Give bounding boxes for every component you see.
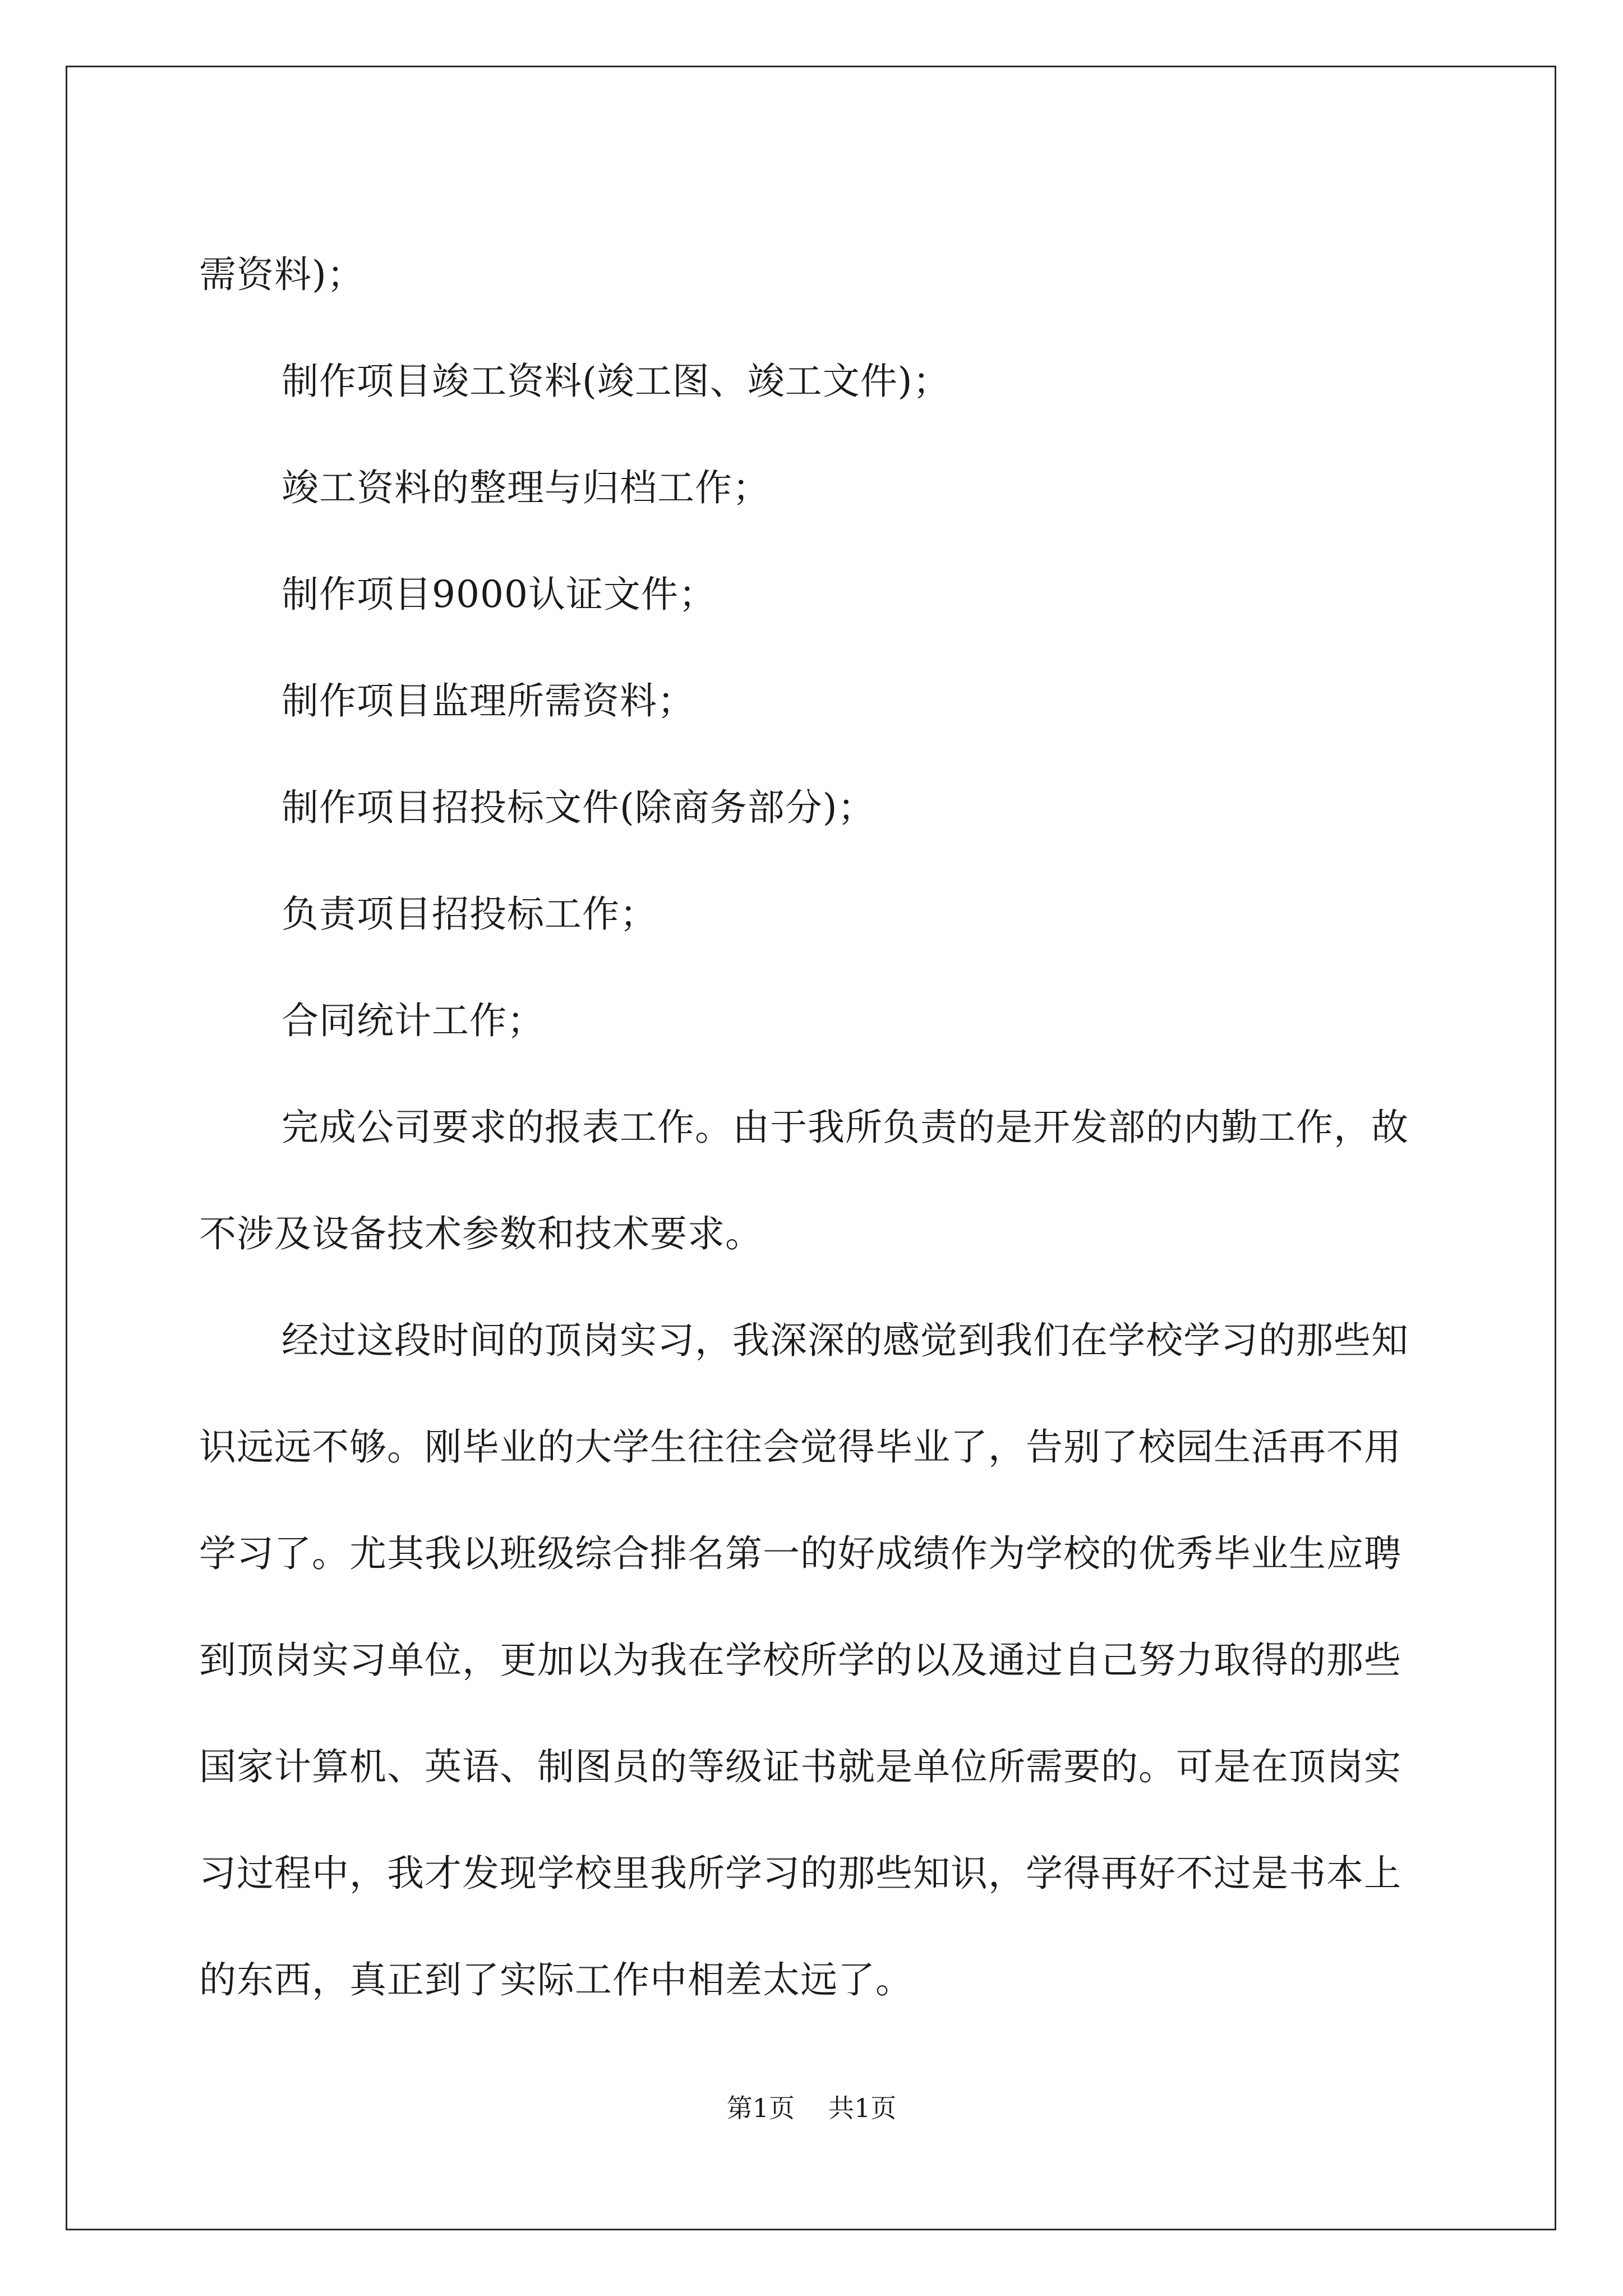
page-number: 第1页 [726, 2093, 795, 2123]
paragraph: 制作项目招投标文件(除商务部分)； [282, 786, 875, 829]
paragraph: 制作项目竣工资料(竣工图、竣工文件)； [282, 360, 951, 403]
paragraph: 竣工资料的整理与归档工作； [282, 466, 770, 509]
paragraph: 经过这段时间的顶岗实习，我深深的感觉到我们在学校学习的那些知识远远不够。刚毕业的大学生往往会觉得毕业了，告别了校园生活再不用学习了。尤其我以班级综合排名第一的好成绩作为学校的优秀毕业生应聘到顶岗实习单位，更加以为我在学校所学的以及通过自己努力取得的那些国家计算机、英语、制图员的等级证书就是单位所需要的。可是在顶岗实习过程中，我才发现学校里我所学习的那些知识，学得再好不过是书本上的东西，真正到了实际工作中相差太远了。 [199, 1319, 1409, 2001]
paragraph: 需资料)； [199, 253, 365, 296]
page-footer [0, 2091, 1623, 2125]
paragraph: 负责项目招投标工作； [282, 892, 657, 936]
paragraph: 完成公司要求的报表工作。由于我所负责的是开发部的内勤工作，故不涉及设备技术参数和技术要求。 [199, 1106, 1409, 1255]
paragraph: 制作项目9000认证文件； [282, 573, 716, 616]
document-body [199, 222, 1427, 2033]
page-total: 共1页 [828, 2093, 897, 2123]
paragraph: 合同统计工作； [282, 999, 545, 1042]
paragraph: 制作项目监理所需资料； [282, 679, 695, 723]
